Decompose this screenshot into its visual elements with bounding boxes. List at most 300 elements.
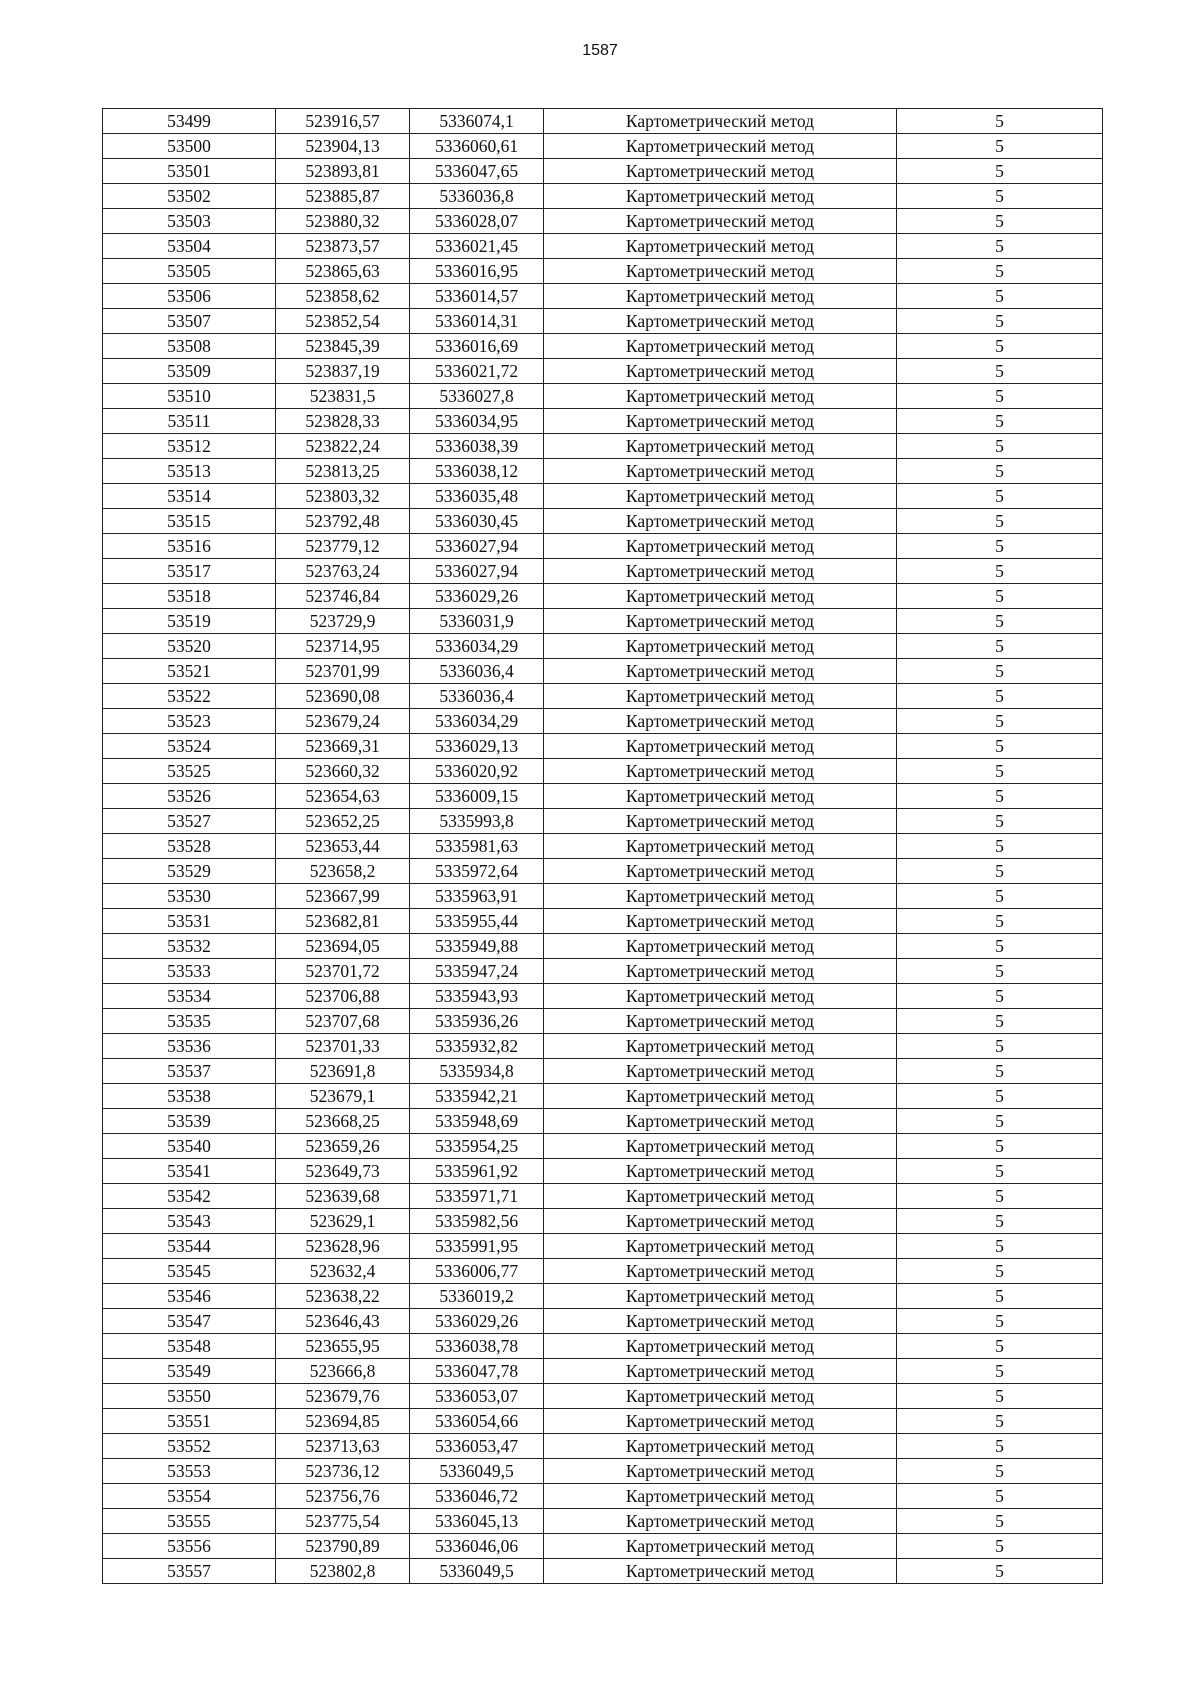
method-cell: Картометрический метод xyxy=(544,1134,897,1159)
accuracy-cell: 5 xyxy=(897,784,1103,809)
y-coordinate-cell: 5336020,92 xyxy=(410,759,544,784)
accuracy-cell: 5 xyxy=(897,209,1103,234)
point-number-cell: 53524 xyxy=(103,734,276,759)
table-row xyxy=(103,1384,1103,1409)
x-coordinate-cell: 523837,19 xyxy=(276,359,410,384)
point-number-cell: 53535 xyxy=(103,1009,276,1034)
y-coordinate-cell: 5336029,26 xyxy=(410,584,544,609)
y-coordinate-cell: 5336021,72 xyxy=(410,359,544,384)
table-row xyxy=(103,709,1103,734)
table-body xyxy=(103,109,1103,1584)
x-coordinate-cell: 523779,12 xyxy=(276,534,410,559)
method-cell: Картометрический метод xyxy=(544,759,897,784)
accuracy-cell: 5 xyxy=(897,1109,1103,1134)
point-number-cell: 53538 xyxy=(103,1084,276,1109)
x-coordinate-cell: 523736,12 xyxy=(276,1459,410,1484)
method-cell: Картометрический метод xyxy=(544,1559,897,1584)
y-coordinate-cell: 5336049,5 xyxy=(410,1459,544,1484)
method-cell: Картометрический метод xyxy=(544,559,897,584)
method-cell: Картометрический метод xyxy=(544,109,897,134)
accuracy-cell: 5 xyxy=(897,709,1103,734)
point-number-cell: 53543 xyxy=(103,1209,276,1234)
accuracy-cell: 5 xyxy=(897,1209,1103,1234)
method-cell: Картометрический метод xyxy=(544,834,897,859)
point-number-cell: 53544 xyxy=(103,1234,276,1259)
method-cell: Картометрический метод xyxy=(544,734,897,759)
method-cell: Картометрический метод xyxy=(544,434,897,459)
y-coordinate-cell: 5335949,88 xyxy=(410,934,544,959)
table-row xyxy=(103,1159,1103,1184)
x-coordinate-cell: 523659,26 xyxy=(276,1134,410,1159)
accuracy-cell: 5 xyxy=(897,1384,1103,1409)
accuracy-cell: 5 xyxy=(897,859,1103,884)
method-cell: Картометрический метод xyxy=(544,1459,897,1484)
method-cell: Картометрический метод xyxy=(544,1184,897,1209)
table-row xyxy=(103,959,1103,984)
point-number-cell: 53516 xyxy=(103,534,276,559)
table-row xyxy=(103,784,1103,809)
point-number-cell: 53507 xyxy=(103,309,276,334)
method-cell: Картометрический метод xyxy=(544,159,897,184)
accuracy-cell: 5 xyxy=(897,809,1103,834)
accuracy-cell: 5 xyxy=(897,984,1103,1009)
accuracy-cell: 5 xyxy=(897,734,1103,759)
point-number-cell: 53503 xyxy=(103,209,276,234)
y-coordinate-cell: 5336006,77 xyxy=(410,1259,544,1284)
point-number-cell: 53557 xyxy=(103,1559,276,1584)
accuracy-cell: 5 xyxy=(897,1484,1103,1509)
table-row xyxy=(103,134,1103,159)
x-coordinate-cell: 523666,8 xyxy=(276,1359,410,1384)
point-number-cell: 53508 xyxy=(103,334,276,359)
point-number-cell: 53549 xyxy=(103,1359,276,1384)
point-number-cell: 53545 xyxy=(103,1259,276,1284)
method-cell: Картометрический метод xyxy=(544,959,897,984)
point-number-cell: 53526 xyxy=(103,784,276,809)
table-row xyxy=(103,534,1103,559)
method-cell: Картометрический метод xyxy=(544,309,897,334)
point-number-cell: 53529 xyxy=(103,859,276,884)
y-coordinate-cell: 5336035,48 xyxy=(410,484,544,509)
table-row xyxy=(103,1059,1103,1084)
y-coordinate-cell: 5336029,13 xyxy=(410,734,544,759)
point-number-cell: 53512 xyxy=(103,434,276,459)
x-coordinate-cell: 523713,63 xyxy=(276,1434,410,1459)
y-coordinate-cell: 5335934,8 xyxy=(410,1059,544,1084)
accuracy-cell: 5 xyxy=(897,459,1103,484)
method-cell: Картометрический метод xyxy=(544,634,897,659)
x-coordinate-cell: 523916,57 xyxy=(276,109,410,134)
table-row xyxy=(103,234,1103,259)
point-number-cell: 53522 xyxy=(103,684,276,709)
point-number-cell: 53504 xyxy=(103,234,276,259)
method-cell: Картометрический метод xyxy=(544,284,897,309)
table-row xyxy=(103,1034,1103,1059)
table-row xyxy=(103,159,1103,184)
accuracy-cell: 5 xyxy=(897,1159,1103,1184)
method-cell: Картометрический метод xyxy=(544,1059,897,1084)
table-row xyxy=(103,584,1103,609)
point-number-cell: 53523 xyxy=(103,709,276,734)
x-coordinate-cell: 523845,39 xyxy=(276,334,410,359)
method-cell: Картометрический метод xyxy=(544,1309,897,1334)
table-row xyxy=(103,734,1103,759)
accuracy-cell: 5 xyxy=(897,284,1103,309)
method-cell: Картометрический метод xyxy=(544,1409,897,1434)
table-row xyxy=(103,334,1103,359)
x-coordinate-cell: 523679,76 xyxy=(276,1384,410,1409)
x-coordinate-cell: 523858,62 xyxy=(276,284,410,309)
accuracy-cell: 5 xyxy=(897,684,1103,709)
method-cell: Картометрический метод xyxy=(544,1084,897,1109)
table-row xyxy=(103,184,1103,209)
x-coordinate-cell: 523813,25 xyxy=(276,459,410,484)
x-coordinate-cell: 523694,05 xyxy=(276,934,410,959)
x-coordinate-cell: 523701,72 xyxy=(276,959,410,984)
table-row xyxy=(103,1434,1103,1459)
table-row xyxy=(103,1534,1103,1559)
method-cell: Картометрический метод xyxy=(544,209,897,234)
accuracy-cell: 5 xyxy=(897,234,1103,259)
y-coordinate-cell: 5336036,4 xyxy=(410,659,544,684)
method-cell: Картометрический метод xyxy=(544,1259,897,1284)
y-coordinate-cell: 5336034,95 xyxy=(410,409,544,434)
y-coordinate-cell: 5336027,94 xyxy=(410,559,544,584)
table-row xyxy=(103,359,1103,384)
y-coordinate-cell: 5336029,26 xyxy=(410,1309,544,1334)
y-coordinate-cell: 5335972,64 xyxy=(410,859,544,884)
x-coordinate-cell: 523885,87 xyxy=(276,184,410,209)
y-coordinate-cell: 5336014,57 xyxy=(410,284,544,309)
table-row xyxy=(103,1234,1103,1259)
table-row xyxy=(103,1284,1103,1309)
accuracy-cell: 5 xyxy=(897,909,1103,934)
x-coordinate-cell: 523831,5 xyxy=(276,384,410,409)
y-coordinate-cell: 5336027,8 xyxy=(410,384,544,409)
point-number-cell: 53518 xyxy=(103,584,276,609)
y-coordinate-cell: 5336049,5 xyxy=(410,1559,544,1584)
point-number-cell: 53551 xyxy=(103,1409,276,1434)
point-number-cell: 53521 xyxy=(103,659,276,684)
accuracy-cell: 5 xyxy=(897,959,1103,984)
point-number-cell: 53514 xyxy=(103,484,276,509)
point-number-cell: 53500 xyxy=(103,134,276,159)
accuracy-cell: 5 xyxy=(897,1284,1103,1309)
method-cell: Картометрический метод xyxy=(544,1034,897,1059)
accuracy-cell: 5 xyxy=(897,659,1103,684)
accuracy-cell: 5 xyxy=(897,1234,1103,1259)
accuracy-cell: 5 xyxy=(897,434,1103,459)
accuracy-cell: 5 xyxy=(897,1084,1103,1109)
point-number-cell: 53550 xyxy=(103,1384,276,1409)
method-cell: Картометрический метод xyxy=(544,934,897,959)
y-coordinate-cell: 5335981,63 xyxy=(410,834,544,859)
x-coordinate-cell: 523669,31 xyxy=(276,734,410,759)
x-coordinate-cell: 523690,08 xyxy=(276,684,410,709)
table-row xyxy=(103,984,1103,1009)
x-coordinate-cell: 523653,44 xyxy=(276,834,410,859)
point-number-cell: 53540 xyxy=(103,1134,276,1159)
method-cell: Картометрический метод xyxy=(544,984,897,1009)
method-cell: Картометрический метод xyxy=(544,609,897,634)
x-coordinate-cell: 523828,33 xyxy=(276,409,410,434)
accuracy-cell: 5 xyxy=(897,759,1103,784)
accuracy-cell: 5 xyxy=(897,484,1103,509)
method-cell: Картометрический метод xyxy=(544,909,897,934)
point-number-cell: 53552 xyxy=(103,1434,276,1459)
accuracy-cell: 5 xyxy=(897,359,1103,384)
accuracy-cell: 5 xyxy=(897,1559,1103,1584)
point-number-cell: 53531 xyxy=(103,909,276,934)
point-number-cell: 53542 xyxy=(103,1184,276,1209)
x-coordinate-cell: 523694,85 xyxy=(276,1409,410,1434)
table-row xyxy=(103,1184,1103,1209)
point-number-cell: 53525 xyxy=(103,759,276,784)
accuracy-cell: 5 xyxy=(897,884,1103,909)
x-coordinate-cell: 523706,88 xyxy=(276,984,410,1009)
y-coordinate-cell: 5336036,4 xyxy=(410,684,544,709)
method-cell: Картометрический метод xyxy=(544,1359,897,1384)
point-number-cell: 53553 xyxy=(103,1459,276,1484)
x-coordinate-cell: 523852,54 xyxy=(276,309,410,334)
x-coordinate-cell: 523763,24 xyxy=(276,559,410,584)
y-coordinate-cell: 5336030,45 xyxy=(410,509,544,534)
method-cell: Картометрический метод xyxy=(544,1334,897,1359)
point-number-cell: 53511 xyxy=(103,409,276,434)
method-cell: Картометрический метод xyxy=(544,1534,897,1559)
x-coordinate-cell: 523775,54 xyxy=(276,1509,410,1534)
table-row xyxy=(103,684,1103,709)
table-row xyxy=(103,934,1103,959)
table-row xyxy=(103,559,1103,584)
table-row xyxy=(103,834,1103,859)
method-cell: Картометрический метод xyxy=(544,1109,897,1134)
method-cell: Картометрический метод xyxy=(544,884,897,909)
table-row xyxy=(103,1459,1103,1484)
y-coordinate-cell: 5336045,13 xyxy=(410,1509,544,1534)
x-coordinate-cell: 523679,24 xyxy=(276,709,410,734)
table-row xyxy=(103,109,1103,134)
y-coordinate-cell: 5336054,66 xyxy=(410,1409,544,1434)
y-coordinate-cell: 5336038,12 xyxy=(410,459,544,484)
accuracy-cell: 5 xyxy=(897,1359,1103,1384)
table-row xyxy=(103,609,1103,634)
y-coordinate-cell: 5336038,39 xyxy=(410,434,544,459)
x-coordinate-cell: 523865,63 xyxy=(276,259,410,284)
table-row xyxy=(103,459,1103,484)
x-coordinate-cell: 523707,68 xyxy=(276,1009,410,1034)
x-coordinate-cell: 523682,81 xyxy=(276,909,410,934)
y-coordinate-cell: 5336034,29 xyxy=(410,709,544,734)
y-coordinate-cell: 5335961,92 xyxy=(410,1159,544,1184)
point-number-cell: 53546 xyxy=(103,1284,276,1309)
point-number-cell: 53501 xyxy=(103,159,276,184)
accuracy-cell: 5 xyxy=(897,1534,1103,1559)
x-coordinate-cell: 523822,24 xyxy=(276,434,410,459)
table-row xyxy=(103,1334,1103,1359)
table-row xyxy=(103,909,1103,934)
method-cell: Картометрический метод xyxy=(544,409,897,434)
y-coordinate-cell: 5336028,07 xyxy=(410,209,544,234)
y-coordinate-cell: 5335971,71 xyxy=(410,1184,544,1209)
y-coordinate-cell: 5336053,07 xyxy=(410,1384,544,1409)
method-cell: Картометрический метод xyxy=(544,459,897,484)
method-cell: Картометрический метод xyxy=(544,1484,897,1509)
method-cell: Картометрический метод xyxy=(544,1509,897,1534)
coordinates-table xyxy=(102,108,1103,1584)
x-coordinate-cell: 523646,43 xyxy=(276,1309,410,1334)
method-cell: Картометрический метод xyxy=(544,1009,897,1034)
accuracy-cell: 5 xyxy=(897,1034,1103,1059)
x-coordinate-cell: 523701,99 xyxy=(276,659,410,684)
x-coordinate-cell: 523654,63 xyxy=(276,784,410,809)
point-number-cell: 53519 xyxy=(103,609,276,634)
y-coordinate-cell: 5336009,15 xyxy=(410,784,544,809)
point-number-cell: 53505 xyxy=(103,259,276,284)
y-coordinate-cell: 5336034,29 xyxy=(410,634,544,659)
point-number-cell: 53533 xyxy=(103,959,276,984)
accuracy-cell: 5 xyxy=(897,409,1103,434)
y-coordinate-cell: 5335991,95 xyxy=(410,1234,544,1259)
point-number-cell: 53513 xyxy=(103,459,276,484)
y-coordinate-cell: 5336036,8 xyxy=(410,184,544,209)
y-coordinate-cell: 5336074,1 xyxy=(410,109,544,134)
point-number-cell: 53502 xyxy=(103,184,276,209)
point-number-cell: 53528 xyxy=(103,834,276,859)
table-row xyxy=(103,809,1103,834)
table-row xyxy=(103,484,1103,509)
accuracy-cell: 5 xyxy=(897,1009,1103,1034)
table-row xyxy=(103,434,1103,459)
point-number-cell: 53532 xyxy=(103,934,276,959)
x-coordinate-cell: 523803,32 xyxy=(276,484,410,509)
method-cell: Картометрический метод xyxy=(544,1209,897,1234)
x-coordinate-cell: 523629,1 xyxy=(276,1209,410,1234)
method-cell: Картометрический метод xyxy=(544,859,897,884)
y-coordinate-cell: 5336031,9 xyxy=(410,609,544,634)
point-number-cell: 53556 xyxy=(103,1534,276,1559)
accuracy-cell: 5 xyxy=(897,109,1103,134)
accuracy-cell: 5 xyxy=(897,1059,1103,1084)
x-coordinate-cell: 523660,32 xyxy=(276,759,410,784)
method-cell: Картометрический метод xyxy=(544,534,897,559)
method-cell: Картометрический метод xyxy=(544,1284,897,1309)
x-coordinate-cell: 523756,76 xyxy=(276,1484,410,1509)
method-cell: Картометрический метод xyxy=(544,584,897,609)
table-row xyxy=(103,1109,1103,1134)
table-row xyxy=(103,859,1103,884)
table-row xyxy=(103,284,1103,309)
x-coordinate-cell: 523658,2 xyxy=(276,859,410,884)
x-coordinate-cell: 523873,57 xyxy=(276,234,410,259)
table-row xyxy=(103,1484,1103,1509)
table-row xyxy=(103,1009,1103,1034)
method-cell: Картометрический метод xyxy=(544,1234,897,1259)
accuracy-cell: 5 xyxy=(897,634,1103,659)
accuracy-cell: 5 xyxy=(897,184,1103,209)
accuracy-cell: 5 xyxy=(897,1259,1103,1284)
accuracy-cell: 5 xyxy=(897,1334,1103,1359)
table-row xyxy=(103,1209,1103,1234)
accuracy-cell: 5 xyxy=(897,509,1103,534)
x-coordinate-cell: 523746,84 xyxy=(276,584,410,609)
table-row xyxy=(103,1084,1103,1109)
y-coordinate-cell: 5335943,93 xyxy=(410,984,544,1009)
table-row xyxy=(103,634,1103,659)
accuracy-cell: 5 xyxy=(897,159,1103,184)
x-coordinate-cell: 523880,32 xyxy=(276,209,410,234)
point-number-cell: 53548 xyxy=(103,1334,276,1359)
method-cell: Картометрический метод xyxy=(544,784,897,809)
y-coordinate-cell: 5336047,78 xyxy=(410,1359,544,1384)
method-cell: Картометрический метод xyxy=(544,1159,897,1184)
x-coordinate-cell: 523802,8 xyxy=(276,1559,410,1584)
table-row xyxy=(103,509,1103,534)
y-coordinate-cell: 5336038,78 xyxy=(410,1334,544,1359)
point-number-cell: 53517 xyxy=(103,559,276,584)
y-coordinate-cell: 5336046,72 xyxy=(410,1484,544,1509)
accuracy-cell: 5 xyxy=(897,1309,1103,1334)
y-coordinate-cell: 5336014,31 xyxy=(410,309,544,334)
point-number-cell: 53506 xyxy=(103,284,276,309)
table-row xyxy=(103,1409,1103,1434)
table-row xyxy=(103,759,1103,784)
y-coordinate-cell: 5335982,56 xyxy=(410,1209,544,1234)
table-row xyxy=(103,259,1103,284)
x-coordinate-cell: 523667,99 xyxy=(276,884,410,909)
table-row xyxy=(103,1359,1103,1384)
y-coordinate-cell: 5335954,25 xyxy=(410,1134,544,1159)
point-number-cell: 53527 xyxy=(103,809,276,834)
point-number-cell: 53510 xyxy=(103,384,276,409)
table-row xyxy=(103,409,1103,434)
x-coordinate-cell: 523701,33 xyxy=(276,1034,410,1059)
accuracy-cell: 5 xyxy=(897,834,1103,859)
x-coordinate-cell: 523639,68 xyxy=(276,1184,410,1209)
point-number-cell: 53515 xyxy=(103,509,276,534)
x-coordinate-cell: 523655,95 xyxy=(276,1334,410,1359)
x-coordinate-cell: 523714,95 xyxy=(276,634,410,659)
accuracy-cell: 5 xyxy=(897,609,1103,634)
x-coordinate-cell: 523638,22 xyxy=(276,1284,410,1309)
point-number-cell: 53554 xyxy=(103,1484,276,1509)
table-row xyxy=(103,1509,1103,1534)
accuracy-cell: 5 xyxy=(897,309,1103,334)
accuracy-cell: 5 xyxy=(897,584,1103,609)
method-cell: Картометрический метод xyxy=(544,134,897,159)
point-number-cell: 53537 xyxy=(103,1059,276,1084)
table-row xyxy=(103,1134,1103,1159)
y-coordinate-cell: 5335947,24 xyxy=(410,959,544,984)
accuracy-cell: 5 xyxy=(897,1184,1103,1209)
y-coordinate-cell: 5336016,95 xyxy=(410,259,544,284)
y-coordinate-cell: 5336019,2 xyxy=(410,1284,544,1309)
method-cell: Картометрический метод xyxy=(544,484,897,509)
method-cell: Картометрический метод xyxy=(544,334,897,359)
y-coordinate-cell: 5335932,82 xyxy=(410,1034,544,1059)
table-row xyxy=(103,309,1103,334)
point-number-cell: 53536 xyxy=(103,1034,276,1059)
method-cell: Картометрический метод xyxy=(544,1434,897,1459)
x-coordinate-cell: 523893,81 xyxy=(276,159,410,184)
accuracy-cell: 5 xyxy=(897,1134,1103,1159)
point-number-cell: 53547 xyxy=(103,1309,276,1334)
method-cell: Картометрический метод xyxy=(544,384,897,409)
y-coordinate-cell: 5336060,61 xyxy=(410,134,544,159)
method-cell: Картометрический метод xyxy=(544,1384,897,1409)
y-coordinate-cell: 5336047,65 xyxy=(410,159,544,184)
method-cell: Картометрический метод xyxy=(544,509,897,534)
